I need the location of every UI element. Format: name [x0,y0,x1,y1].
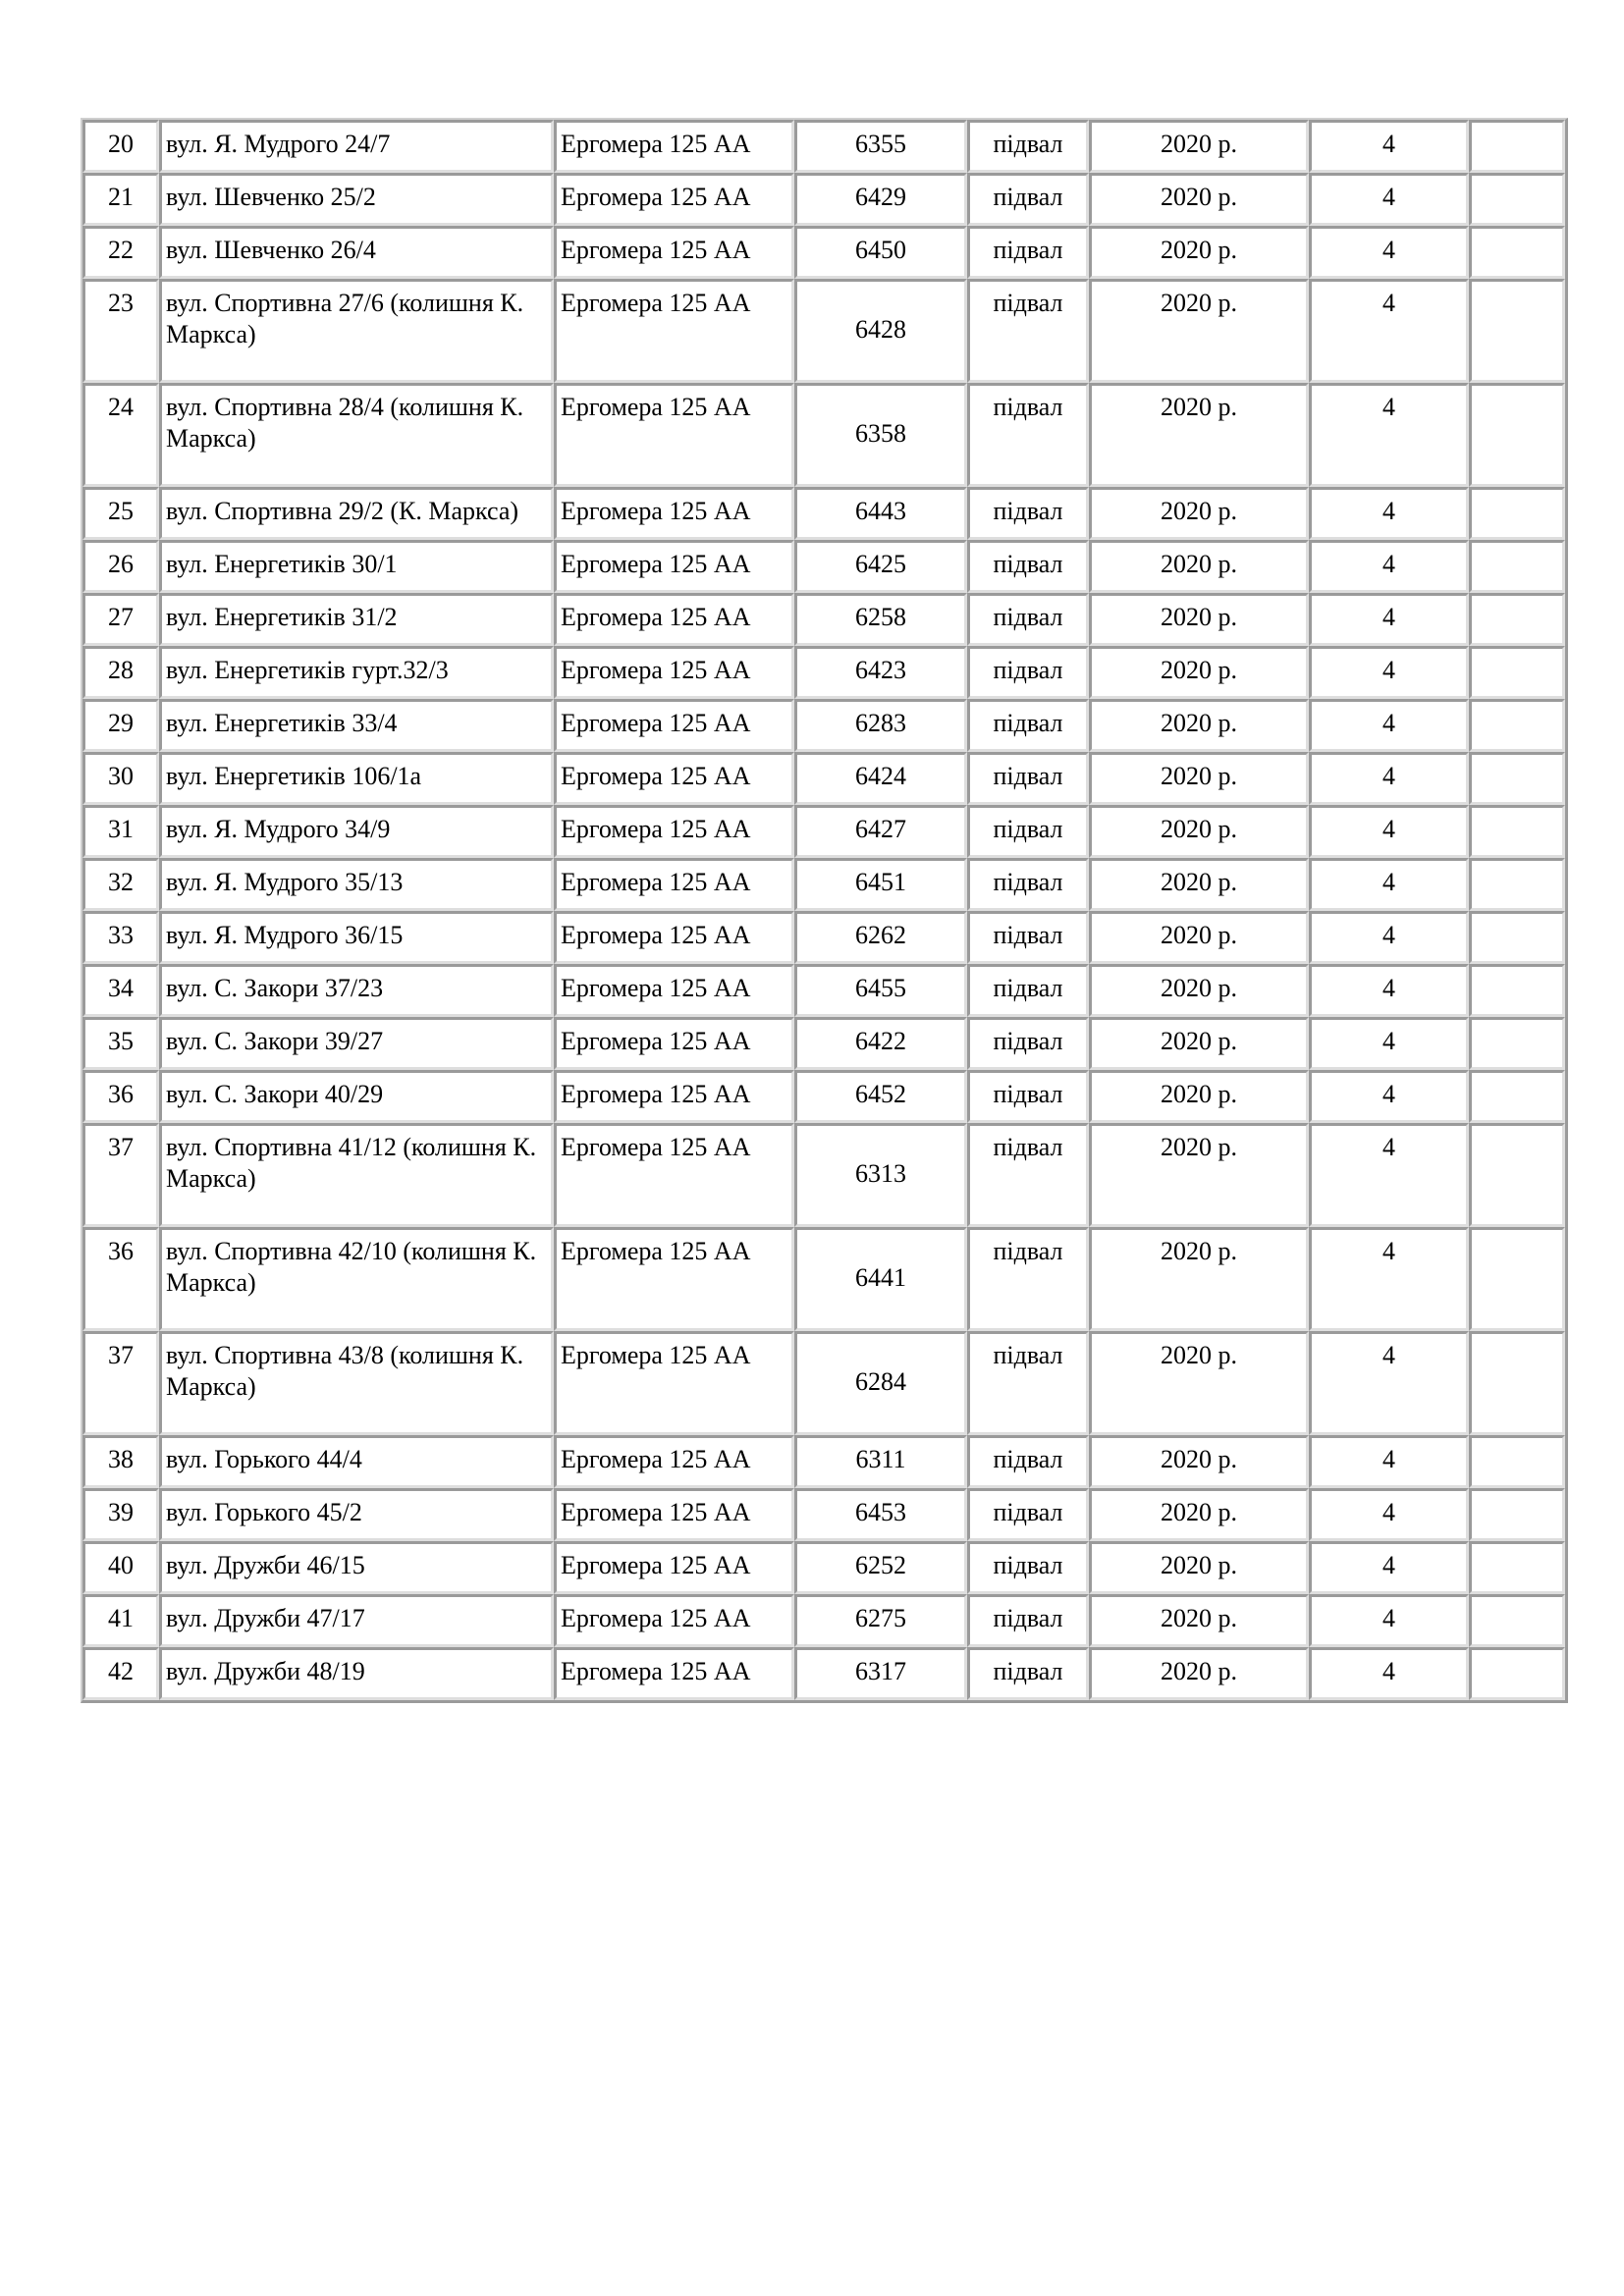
location-cell: підвал [967,540,1089,593]
meter-type-cell: Ергомера 125 АА [554,646,794,699]
meter-number-cell: 6311 [794,1435,967,1488]
count-cell: 4 [1309,699,1469,752]
note-cell [1469,964,1565,1017]
year-cell: 2020 р. [1089,226,1309,279]
note-cell [1469,1123,1565,1227]
note-cell [1469,383,1565,487]
count-cell: 4 [1309,1017,1469,1070]
row-number: 39 [82,1488,159,1541]
note-cell [1469,1488,1565,1541]
note-cell [1469,805,1565,858]
table-row [82,1594,1565,1647]
table-row [82,699,1565,752]
meter-number-cell: 6428 [794,279,967,383]
meter-type-cell: Ергомера 125 АА [554,173,794,226]
count-cell: 4 [1309,1488,1469,1541]
count-cell: 4 [1309,593,1469,646]
count-cell: 4 [1309,1227,1469,1331]
meter-type-cell: Ергомера 125 АА [554,1435,794,1488]
meter-number-cell: 6443 [794,487,967,540]
location-cell: підвал [967,487,1089,540]
table-row [82,646,1565,699]
table-row [82,1647,1565,1700]
table-row [82,964,1565,1017]
table-row [82,226,1565,279]
meter-type-cell: Ергомера 125 АА [554,1331,794,1435]
table-row [82,805,1565,858]
meter-type-cell: Ергомера 125 АА [554,120,794,173]
year-cell: 2020 р. [1089,1435,1309,1488]
meter-number-cell: 6355 [794,120,967,173]
meter-number-cell: 6423 [794,646,967,699]
year-cell: 2020 р. [1089,1541,1309,1594]
address-cell: вул. Спортивна 41/12 (колишня К. Маркса) [159,1123,554,1227]
note-cell [1469,487,1565,540]
meter-number-cell: 6453 [794,1488,967,1541]
location-cell: підвал [967,593,1089,646]
row-number: 34 [82,964,159,1017]
location-cell: підвал [967,1017,1089,1070]
meter-number-cell: 6450 [794,226,967,279]
address-cell: вул. Шевченко 25/2 [159,173,554,226]
meter-number-cell: 6262 [794,911,967,964]
table-row [82,593,1565,646]
note-cell [1469,540,1565,593]
table-row [82,1488,1565,1541]
row-number: 38 [82,1435,159,1488]
count-cell: 4 [1309,1070,1469,1123]
year-cell: 2020 р. [1089,805,1309,858]
table-row [82,858,1565,911]
count-cell: 4 [1309,1331,1469,1435]
location-cell: підвал [967,1541,1089,1594]
row-number: 35 [82,1017,159,1070]
row-number: 28 [82,646,159,699]
note-cell [1469,1541,1565,1594]
count-cell: 4 [1309,1435,1469,1488]
year-cell: 2020 р. [1089,1070,1309,1123]
location-cell: підвал [967,752,1089,805]
table-row [82,1435,1565,1488]
location-cell: підвал [967,1123,1089,1227]
meter-number-cell: 6275 [794,1594,967,1647]
year-cell: 2020 р. [1089,540,1309,593]
address-cell: вул. Я. Мудрого 24/7 [159,120,554,173]
location-cell: підвал [967,1647,1089,1700]
year-cell: 2020 р. [1089,699,1309,752]
meter-type-cell: Ергомера 125 АА [554,1070,794,1123]
table-row [82,1123,1565,1227]
table-row [82,540,1565,593]
year-cell: 2020 р. [1089,858,1309,911]
table-row [82,1227,1565,1331]
location-cell: підвал [967,120,1089,173]
year-cell: 2020 р. [1089,752,1309,805]
year-cell: 2020 р. [1089,1647,1309,1700]
location-cell: підвал [967,911,1089,964]
row-number: 36 [82,1070,159,1123]
meter-type-cell: Ергомера 125 АА [554,226,794,279]
row-number: 21 [82,173,159,226]
meter-number-cell: 6258 [794,593,967,646]
note-cell [1469,646,1565,699]
location-cell: підвал [967,646,1089,699]
meter-number-cell: 6451 [794,858,967,911]
row-number: 24 [82,383,159,487]
note-cell [1469,1227,1565,1331]
count-cell: 4 [1309,1123,1469,1227]
note-cell [1469,858,1565,911]
address-cell: вул. Дружби 47/17 [159,1594,554,1647]
row-number: 37 [82,1331,159,1435]
table-row [82,1070,1565,1123]
location-cell: підвал [967,173,1089,226]
count-cell: 4 [1309,1541,1469,1594]
meter-number-cell: 6422 [794,1017,967,1070]
count-cell: 4 [1309,383,1469,487]
note-cell [1469,1070,1565,1123]
year-cell: 2020 р. [1089,593,1309,646]
address-cell: вул. Дружби 48/19 [159,1647,554,1700]
table-row [82,752,1565,805]
meter-number-cell: 6427 [794,805,967,858]
year-cell: 2020 р. [1089,1331,1309,1435]
meter-type-cell: Ергомера 125 АА [554,540,794,593]
year-cell: 2020 р. [1089,646,1309,699]
note-cell [1469,752,1565,805]
location-cell: підвал [967,383,1089,487]
meter-type-cell: Ергомера 125 АА [554,1017,794,1070]
year-cell: 2020 р. [1089,1488,1309,1541]
address-cell: вул. Я. Мудрого 36/15 [159,911,554,964]
table-row [82,1017,1565,1070]
row-number: 29 [82,699,159,752]
table-body [82,120,1565,1700]
location-cell: підвал [967,226,1089,279]
meter-type-cell: Ергомера 125 АА [554,858,794,911]
meter-number-cell: 6252 [794,1541,967,1594]
year-cell: 2020 р. [1089,383,1309,487]
count-cell: 4 [1309,911,1469,964]
address-cell: вул. С. Закори 37/23 [159,964,554,1017]
location-cell: підвал [967,1331,1089,1435]
address-cell: вул. Дружби 46/15 [159,1541,554,1594]
meter-type-cell: Ергомера 125 АА [554,964,794,1017]
count-cell: 4 [1309,120,1469,173]
year-cell: 2020 р. [1089,120,1309,173]
row-number: 42 [82,1647,159,1700]
count-cell: 4 [1309,487,1469,540]
meter-number-cell: 6452 [794,1070,967,1123]
count-cell: 4 [1309,805,1469,858]
row-number: 31 [82,805,159,858]
address-cell: вул. Енергетиків 106/1а [159,752,554,805]
row-number: 32 [82,858,159,911]
row-number: 26 [82,540,159,593]
note-cell [1469,1017,1565,1070]
note-cell [1469,1647,1565,1700]
row-number: 41 [82,1594,159,1647]
year-cell: 2020 р. [1089,1123,1309,1227]
meters-table [81,118,1568,1703]
meter-number-cell: 6425 [794,540,967,593]
note-cell [1469,1594,1565,1647]
meter-type-cell: Ергомера 125 АА [554,752,794,805]
note-cell [1469,1331,1565,1435]
address-cell: вул. Спортивна 43/8 (колишня К. Маркса) [159,1331,554,1435]
address-cell: вул. С. Закори 39/27 [159,1017,554,1070]
year-cell: 2020 р. [1089,1017,1309,1070]
row-number: 27 [82,593,159,646]
address-cell: вул. Спортивна 27/6 (колишня К. Маркса) [159,279,554,383]
meter-type-cell: Ергомера 125 АА [554,1541,794,1594]
address-cell: вул. С. Закори 40/29 [159,1070,554,1123]
address-cell: вул. Спортивна 28/4 (колишня К. Маркса) [159,383,554,487]
count-cell: 4 [1309,646,1469,699]
location-cell: підвал [967,805,1089,858]
meter-type-cell: Ергомера 125 АА [554,1227,794,1331]
location-cell: підвал [967,1227,1089,1331]
location-cell: підвал [967,1488,1089,1541]
count-cell: 4 [1309,1647,1469,1700]
meter-type-cell: Ергомера 125 АА [554,593,794,646]
location-cell: підвал [967,279,1089,383]
address-cell: вул. Спортивна 42/10 (колишня К. Маркса) [159,1227,554,1331]
count-cell: 4 [1309,858,1469,911]
row-number: 33 [82,911,159,964]
note-cell [1469,120,1565,173]
address-cell: вул. Я. Мудрого 34/9 [159,805,554,858]
address-cell: вул. Енергетиків 31/2 [159,593,554,646]
location-cell: підвал [967,1594,1089,1647]
row-number: 23 [82,279,159,383]
count-cell: 4 [1309,279,1469,383]
meter-type-cell: Ергомера 125 АА [554,805,794,858]
year-cell: 2020 р. [1089,173,1309,226]
meter-type-cell: Ергомера 125 АА [554,911,794,964]
meter-type-cell: Ергомера 125 АА [554,699,794,752]
location-cell: підвал [967,858,1089,911]
meter-number-cell: 6441 [794,1227,967,1331]
meter-number-cell: 6429 [794,173,967,226]
table-row [82,487,1565,540]
table-row [82,120,1565,173]
location-cell: підвал [967,1435,1089,1488]
address-cell: вул. Я. Мудрого 35/13 [159,858,554,911]
address-cell: вул. Спортивна 29/2 (К. Маркса) [159,487,554,540]
location-cell: підвал [967,699,1089,752]
note-cell [1469,699,1565,752]
row-number: 25 [82,487,159,540]
year-cell: 2020 р. [1089,1227,1309,1331]
meter-type-cell: Ергомера 125 АА [554,1488,794,1541]
note-cell [1469,226,1565,279]
count-cell: 4 [1309,752,1469,805]
location-cell: підвал [967,964,1089,1017]
count-cell: 4 [1309,173,1469,226]
table-row [82,279,1565,383]
count-cell: 4 [1309,964,1469,1017]
meter-number-cell: 6358 [794,383,967,487]
meter-number-cell: 6424 [794,752,967,805]
note-cell [1469,279,1565,383]
address-cell: вул. Енергетиків 30/1 [159,540,554,593]
table-row [82,1331,1565,1435]
note-cell [1469,1435,1565,1488]
meter-number-cell: 6317 [794,1647,967,1700]
address-cell: вул. Горького 44/4 [159,1435,554,1488]
meter-number-cell: 6313 [794,1123,967,1227]
note-cell [1469,173,1565,226]
meter-type-cell: Ергомера 125 АА [554,1647,794,1700]
row-number: 37 [82,1123,159,1227]
address-cell: вул. Енергетиків гурт.32/3 [159,646,554,699]
count-cell: 4 [1309,226,1469,279]
table-row [82,911,1565,964]
table-row [82,383,1565,487]
row-number: 30 [82,752,159,805]
count-cell: 4 [1309,540,1469,593]
note-cell [1469,593,1565,646]
row-number: 20 [82,120,159,173]
meter-type-cell: Ергомера 125 АА [554,1123,794,1227]
meter-number-cell: 6284 [794,1331,967,1435]
meter-type-cell: Ергомера 125 АА [554,383,794,487]
table-row [82,1541,1565,1594]
year-cell: 2020 р. [1089,911,1309,964]
row-number: 36 [82,1227,159,1331]
meter-type-cell: Ергомера 125 АА [554,1594,794,1647]
year-cell: 2020 р. [1089,279,1309,383]
note-cell [1469,911,1565,964]
address-cell: вул. Енергетиків 33/4 [159,699,554,752]
meter-number-cell: 6283 [794,699,967,752]
row-number: 22 [82,226,159,279]
table-row [82,173,1565,226]
year-cell: 2020 р. [1089,487,1309,540]
address-cell: вул. Горького 45/2 [159,1488,554,1541]
year-cell: 2020 р. [1089,1594,1309,1647]
year-cell: 2020 р. [1089,964,1309,1017]
meter-type-cell: Ергомера 125 АА [554,487,794,540]
meter-number-cell: 6455 [794,964,967,1017]
row-number: 40 [82,1541,159,1594]
count-cell: 4 [1309,1594,1469,1647]
meter-type-cell: Ергомера 125 АА [554,279,794,383]
address-cell: вул. Шевченко 26/4 [159,226,554,279]
location-cell: підвал [967,1070,1089,1123]
